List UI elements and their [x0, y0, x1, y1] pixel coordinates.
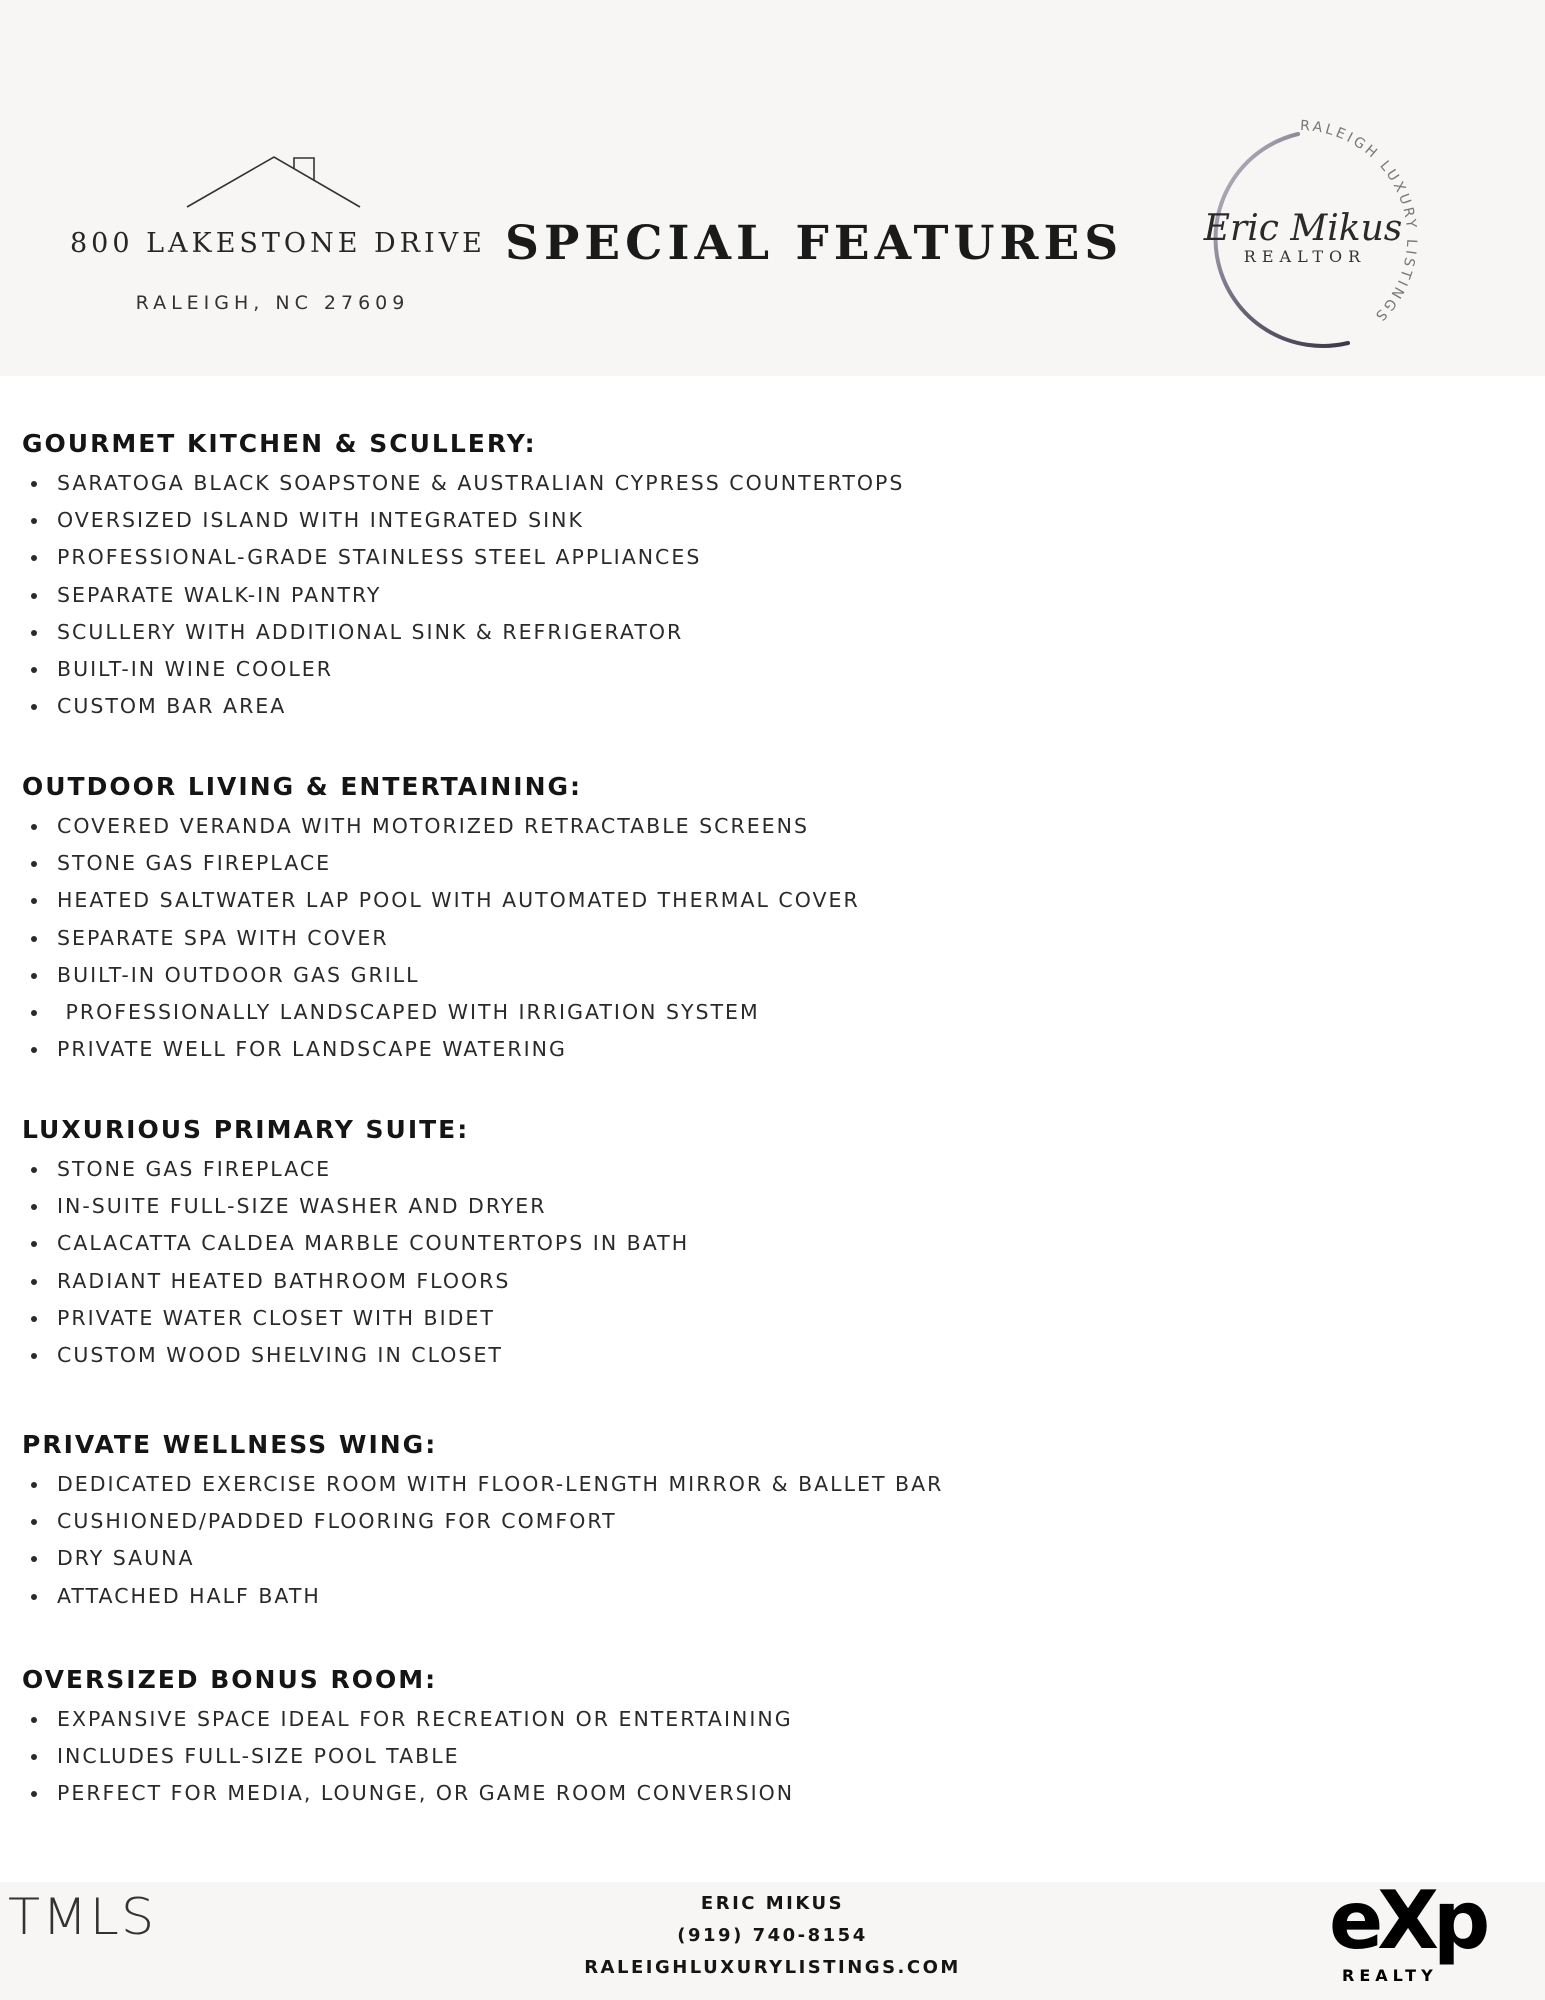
exp-realty-sub: REALTY [1342, 1966, 1438, 1985]
section-heading: PRIVATE WELLNESS WING: [22, 1430, 438, 1459]
list-item: IN-SUITE FULL-SIZE WASHER AND DRYER [22, 1188, 1482, 1225]
feature-list [22, 808, 1482, 1068]
realtor-logo [1180, 118, 1430, 368]
list-item: CUSHIONED/PADDED FLOORING FOR COMFORT [22, 1503, 1482, 1540]
agent-contact [0, 1888, 1545, 1984]
list-item: EXPANSIVE SPACE IDEAL FOR RECREATION OR ENTERTAINING [22, 1701, 1482, 1738]
logo-script-name: Eric Mikus [1203, 208, 1403, 249]
logo-arc-text: RALEIGH LUXURY LISTINGS [1299, 118, 1420, 326]
list-item: DRY SAUNA [22, 1540, 1482, 1577]
list-item: CUSTOM BAR AREA [22, 688, 1482, 725]
list-item: PROFESSIONAL-GRADE STAINLESS STEEL APPLIANCES [22, 539, 1482, 576]
section-heading: GOURMET KITCHEN & SCULLERY: [22, 429, 537, 458]
feature-list [22, 465, 1482, 725]
feature-list [22, 1151, 1482, 1374]
list-item: SEPARATE SPA WITH COVER [22, 920, 1482, 957]
agent-phone: (919) 740-8154 [677, 1925, 868, 1946]
list-item: ATTACHED HALF BATH [22, 1578, 1482, 1615]
section-primary-suite [22, 1113, 1482, 1374]
list-item: PRIVATE WATER CLOSET WITH BIDET [22, 1300, 1482, 1337]
house-roof-icon [186, 155, 361, 210]
list-item: PERFECT FOR MEDIA, LOUNGE, OR GAME ROOM CONVERSION [22, 1775, 1482, 1812]
list-item: DEDICATED EXERCISE ROOM WITH FLOOR-LENGTH MIRROR & BALLET BAR [22, 1466, 1482, 1503]
list-item: CALACATTA CALDEA MARBLE COUNTERTOPS IN BATH [22, 1225, 1482, 1262]
section-heading: OUTDOOR LIVING & ENTERTAINING: [22, 772, 583, 801]
list-item: PRIVATE WELL FOR LANDSCAPE WATERING [22, 1031, 1482, 1068]
agent-website: RALEIGHLUXURYLISTINGS.COM [584, 1957, 961, 1978]
feature-list [22, 1701, 1482, 1813]
section-kitchen [22, 427, 1482, 725]
list-item: INCLUDES FULL-SIZE POOL TABLE [22, 1738, 1482, 1775]
list-item: CUSTOM WOOD SHELVING IN CLOSET [22, 1337, 1482, 1374]
logo-role: REALTOR [1243, 247, 1367, 266]
list-item: PROFESSIONALLY LANDSCAPED WITH IRRIGATION SYSTEM [22, 994, 1482, 1031]
list-item: STONE GAS FIREPLACE [22, 1151, 1482, 1188]
list-item: COVERED VERANDA WITH MOTORIZED RETRACTABLE SCREENS [22, 808, 1482, 845]
property-city: RALEIGH, NC 27609 [135, 292, 410, 314]
page-title: SPECIAL FEATURES [505, 216, 1124, 271]
list-item: STONE GAS FIREPLACE [22, 845, 1482, 882]
section-bonus-room [22, 1663, 1482, 1813]
list-item: SEPARATE WALK-IN PANTRY [22, 577, 1482, 614]
list-item: SCULLERY WITH ADDITIONAL SINK & REFRIGERATOR [22, 614, 1482, 651]
agent-name: ERIC MIKUS [700, 1893, 845, 1914]
list-item: SARATOGA BLACK SOAPSTONE & AUSTRALIAN CYPRESS COUNTERTOPS [22, 465, 1482, 502]
header-banner [0, 0, 1545, 376]
list-item: OVERSIZED ISLAND WITH INTEGRATED SINK [22, 502, 1482, 539]
list-item: BUILT-IN OUTDOOR GAS GRILL [22, 957, 1482, 994]
footer-bar [0, 1874, 1545, 2000]
section-heading: LUXURIOUS PRIMARY SUITE: [22, 1115, 470, 1144]
exp-realty-logo: eXp [1329, 1874, 1485, 1967]
section-wellness [22, 1428, 1482, 1615]
tmls-logo: TMLS [8, 1888, 157, 1946]
section-outdoor [22, 770, 1482, 1068]
list-item: BUILT-IN WINE COOLER [22, 651, 1482, 688]
property-address: 800 LAKESTONE DRIVE [70, 228, 486, 259]
list-item: HEATED SALTWATER LAP POOL WITH AUTOMATED THERMAL COVER [22, 882, 1482, 919]
feature-list [22, 1466, 1482, 1615]
list-item: RADIANT HEATED BATHROOM FLOORS [22, 1263, 1482, 1300]
section-heading: OVERSIZED BONUS ROOM: [22, 1665, 438, 1694]
